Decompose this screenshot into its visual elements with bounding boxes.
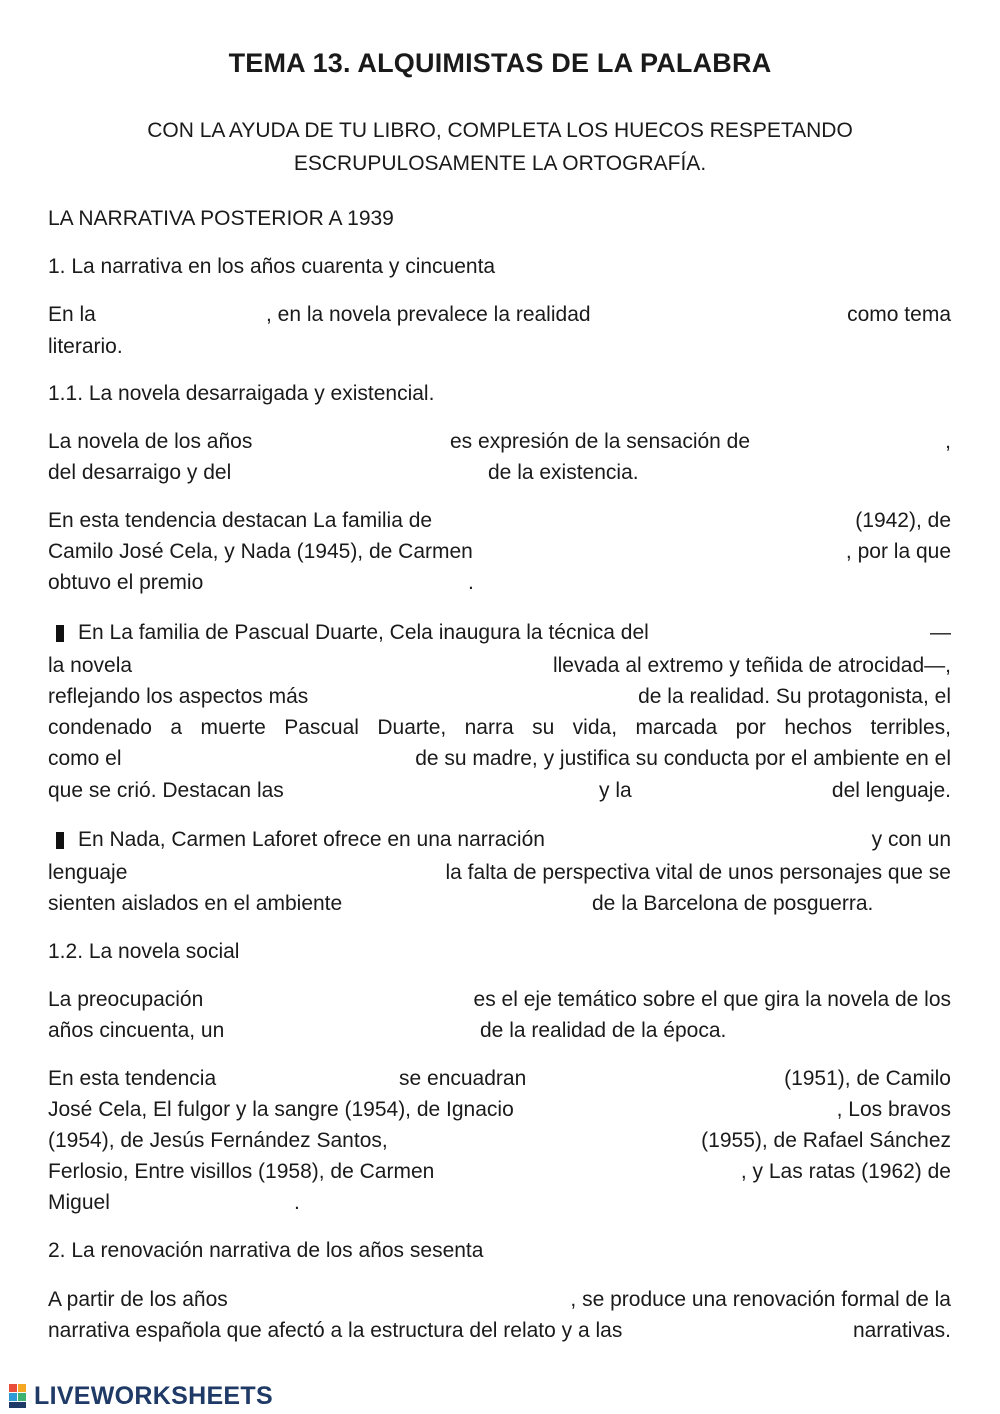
- paragraph-line: A partir de los años , se produce una renovación formal de la: [48, 1284, 951, 1316]
- liveworksheets-logo-icon: [8, 1383, 32, 1409]
- blank-field[interactable]: [793, 426, 943, 458]
- instructions-line-1: CON LA AYUDA DE TU LIBRO, COMPLETA LOS HUECOS RESPETANDO: [147, 119, 853, 142]
- paragraph-line: condenado a muerte Pascual Duarte, narra su vida, marcada por hechos terribles,: [48, 716, 951, 739]
- section-heading-1: 1. La narrativa en los años cuarenta y cincuenta: [48, 255, 496, 278]
- blank-field[interactable]: [228, 567, 468, 599]
- paragraph-line: obtuvo el premio .: [48, 567, 951, 599]
- blank-field[interactable]: [728, 617, 923, 649]
- paragraph-line: En Nada, Carmen Laforet ofrece en una narración y con un: [48, 824, 951, 856]
- blank-field[interactable]: [228, 984, 413, 1016]
- bullet-marker: [56, 625, 64, 642]
- paragraph-line: En esta tendencia destacan La familia de (1942), de: [48, 505, 951, 537]
- paragraph-line: La preocupación es el eje temático sobre el que gira la novela de los: [48, 984, 951, 1016]
- paragraph-line: En esta tendencia se encuadran (1951), de Camilo: [48, 1063, 951, 1095]
- blank-field[interactable]: [548, 1063, 758, 1095]
- blank-field[interactable]: [698, 1315, 848, 1347]
- paragraph-line: que se crió. Destacan las y la del lenguaje.: [48, 775, 951, 807]
- paragraph-line: La novela de los años es expresión de la sensación de ,: [48, 426, 951, 458]
- blank-field[interactable]: [138, 743, 338, 775]
- instructions: [80, 114, 920, 180]
- section-heading-2: 2. La renovación narrativa de los años sesenta: [48, 1239, 484, 1262]
- paragraph-line: José Cela, El fulgor y la sangre (1954), de Ignacio , Los bravos: [48, 1094, 951, 1126]
- paragraph-line: (1954), de Jesús Fernández Santos, (1955), de Rafael Sánchez: [48, 1125, 951, 1157]
- instructions-line-2: ESCRUPULOSAMENTE LA ORTOGRAFÍA.: [293, 152, 707, 175]
- paragraph-line: sienten aislados en el ambiente de la Barcelona de posguerra.: [48, 888, 951, 920]
- main-heading: LA NARRATIVA POSTERIOR A 1939: [48, 207, 394, 230]
- paragraph-line: Camilo José Cela, y Nada (1945), de Carmen , por la que: [48, 536, 951, 568]
- paragraph-line: narrativa española que afectó a la estructura del relato y a las narrativas.: [48, 1315, 951, 1347]
- blank-field[interactable]: [383, 888, 583, 920]
- paragraph-line: del desarraigo y del de la existencia.: [48, 457, 951, 489]
- page-title: TEMA 13. ALQUIMISTAS DE LA PALABRA: [228, 48, 772, 78]
- blank-field[interactable]: [623, 824, 848, 856]
- paragraph-line: literario.: [48, 335, 123, 358]
- paragraph-line: la novela llevada al extremo y teñida de atrocidad—,: [48, 650, 951, 682]
- blank-field[interactable]: [578, 1094, 818, 1126]
- blank-field[interactable]: [488, 1156, 708, 1188]
- bullet-marker: [56, 832, 64, 849]
- liveworksheets-logo: LIVEWORKSHEETS: [8, 1381, 273, 1411]
- blank-field[interactable]: [633, 299, 833, 331]
- blank-field[interactable]: [258, 457, 483, 489]
- blank-field[interactable]: [540, 536, 825, 568]
- blank-field[interactable]: [248, 1015, 473, 1047]
- paragraph-line: como el de su madre, y justifica su conducta por el ambiente en el: [48, 743, 951, 775]
- blank-field[interactable]: [268, 1284, 508, 1316]
- section-heading-1-2: 1.2. La novela social: [48, 940, 240, 963]
- blank-field[interactable]: [150, 650, 485, 682]
- blank-field[interactable]: [438, 1125, 668, 1157]
- blank-field[interactable]: [243, 1063, 393, 1095]
- paragraph-line: En la , en la novela prevalece la realidad como tema: [48, 299, 951, 331]
- blank-field[interactable]: [318, 775, 588, 807]
- blank-field[interactable]: [648, 775, 808, 807]
- blank-field[interactable]: [143, 857, 373, 889]
- blank-field[interactable]: [123, 1187, 293, 1219]
- paragraph-line: Miguel .: [48, 1187, 951, 1219]
- paragraph-line: Ferlosio, Entre visillos (1958), de Carmen , y Las ratas (1962) de: [48, 1156, 951, 1188]
- paragraph-line: En La familia de Pascual Duarte, Cela inaugura la técnica del —: [48, 617, 951, 649]
- blank-field[interactable]: [483, 505, 843, 537]
- paragraph-line: años cincuenta, un de la realidad de la época.: [48, 1015, 951, 1047]
- blank-field[interactable]: [108, 299, 263, 331]
- blank-field[interactable]: [348, 681, 588, 713]
- section-heading-1-1: 1.1. La novela desarraigada y existencial.: [48, 382, 435, 405]
- blank-field[interactable]: [283, 426, 443, 458]
- paragraph-line: lenguaje la falta de perspectiva vital de unos personajes que se: [48, 857, 951, 889]
- paragraph-line: reflejando los aspectos más de la realidad. Su protagonista, el: [48, 681, 951, 713]
